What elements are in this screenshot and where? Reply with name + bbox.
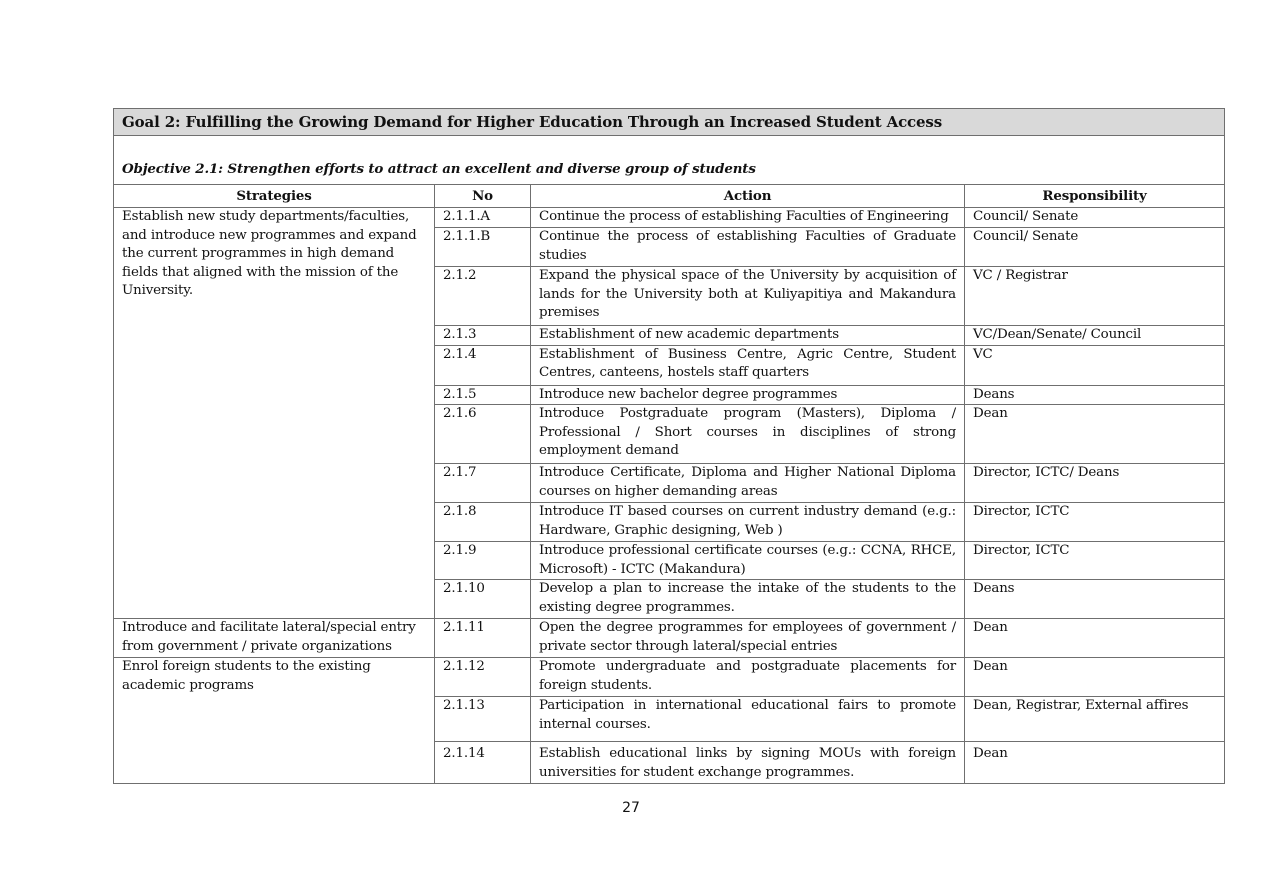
action-text: Introduce Postgraduate program (Masters), Diploma / Professional / Short courses in disciplines of strong employment demand <box>531 405 965 464</box>
column-header-action: Action <box>531 185 965 208</box>
responsibility-text: VC/Dean/Senate/ Council <box>965 326 1225 346</box>
column-header-no: No <box>435 185 531 208</box>
objective-title: Objective 2.1: Strengthen efforts to attract an excellent and diverse group of students <box>114 136 1225 185</box>
action-number: 2.1.1.B <box>435 228 531 267</box>
strategy-action-table <box>113 108 1225 784</box>
action-number: 2.1.1.A <box>435 208 531 228</box>
table-row <box>114 658 1225 697</box>
action-number: 2.1.11 <box>435 619 531 658</box>
objective-row <box>114 136 1225 185</box>
action-number: 2.1.13 <box>435 697 531 742</box>
responsibility-text: Council/ Senate <box>965 228 1225 267</box>
responsibility-text: Dean <box>965 658 1225 697</box>
responsibility-text: Director, ICTC/ Deans <box>965 464 1225 503</box>
responsibility-text: Dean <box>965 742 1225 783</box>
action-text: Promote undergraduate and postgraduate placements for foreign students. <box>531 658 965 697</box>
action-number: 2.1.14 <box>435 742 531 783</box>
action-text: Establishment of new academic departments <box>531 326 965 346</box>
responsibility-text: Director, ICTC <box>965 503 1225 542</box>
responsibility-text: Council/ Senate <box>965 208 1225 228</box>
action-number: 2.1.5 <box>435 385 531 405</box>
goal-title: Goal 2: Fulfilling the Growing Demand for Higher Education Through an Increased Student Access <box>114 109 1225 136</box>
responsibility-text: VC / Registrar <box>965 267 1225 326</box>
action-number: 2.1.3 <box>435 326 531 346</box>
action-number: 2.1.8 <box>435 503 531 542</box>
page-number: 27 <box>622 800 640 816</box>
action-text: Introduce new bachelor degree programmes <box>531 385 965 405</box>
action-text: Open the degree programmes for employees of government / private sector through lateral/special entries <box>531 619 965 658</box>
responsibility-text: VC <box>965 345 1225 385</box>
action-number: 2.1.12 <box>435 658 531 697</box>
column-header-strategies: Strategies <box>114 185 435 208</box>
responsibility-text: Dean <box>965 405 1225 464</box>
responsibility-text: Director, ICTC <box>965 542 1225 580</box>
action-text: Continue the process of establishing Faculties of Graduate studies <box>531 228 965 267</box>
strategy-cell: Introduce and facilitate lateral/special entry from government / private organizations <box>114 619 435 658</box>
action-number: 2.1.4 <box>435 345 531 385</box>
action-text: Expand the physical space of the University by acquisition of lands for the University both at Kuliyapitiya and Makandura premises <box>531 267 965 326</box>
table-row <box>114 619 1225 658</box>
action-text: Introduce IT based courses on current industry demand (e.g.: Hardware, Graphic designing, Web ) <box>531 503 965 542</box>
responsibility-text: Dean <box>965 619 1225 658</box>
action-text: Develop a plan to increase the intake of the students to the existing degree programmes. <box>531 580 965 619</box>
action-text: Introduce Certificate, Diploma and Higher National Diploma courses on higher demanding areas <box>531 464 965 503</box>
responsibility-text: Deans <box>965 580 1225 619</box>
responsibility-text: Deans <box>965 385 1225 405</box>
action-number: 2.1.6 <box>435 405 531 464</box>
action-text: Establish educational links by signing MOUs with foreign universities for student exchange programmes. <box>531 742 965 783</box>
column-header-row <box>114 185 1225 208</box>
action-number: 2.1.7 <box>435 464 531 503</box>
goal-header-row <box>114 109 1225 136</box>
column-header-responsibility: Responsibility <box>965 185 1225 208</box>
action-number: 2.1.10 <box>435 580 531 619</box>
responsibility-text: Dean, Registrar, External affires <box>965 697 1225 742</box>
action-number: 2.1.9 <box>435 542 531 580</box>
action-text: Continue the process of establishing Faculties of Engineering <box>531 208 965 228</box>
strategy-cell: Establish new study departments/faculties, and introduce new programmes and expand the current programmes in high demand fields that aligned with the mission of the University. <box>114 208 435 619</box>
action-number: 2.1.2 <box>435 267 531 326</box>
action-text: Participation in international educational fairs to promote internal courses. <box>531 697 965 742</box>
strategy-cell: Enrol foreign students to the existing academic programs <box>114 658 435 783</box>
action-text: Establishment of Business Centre, Agric Centre, Student Centres, canteens, hostels staff quarters <box>531 345 965 385</box>
action-text: Introduce professional certificate courses (e.g.: CCNA, RHCE, Microsoft) - ICTC (Makandura) <box>531 542 965 580</box>
table-row <box>114 208 1225 228</box>
